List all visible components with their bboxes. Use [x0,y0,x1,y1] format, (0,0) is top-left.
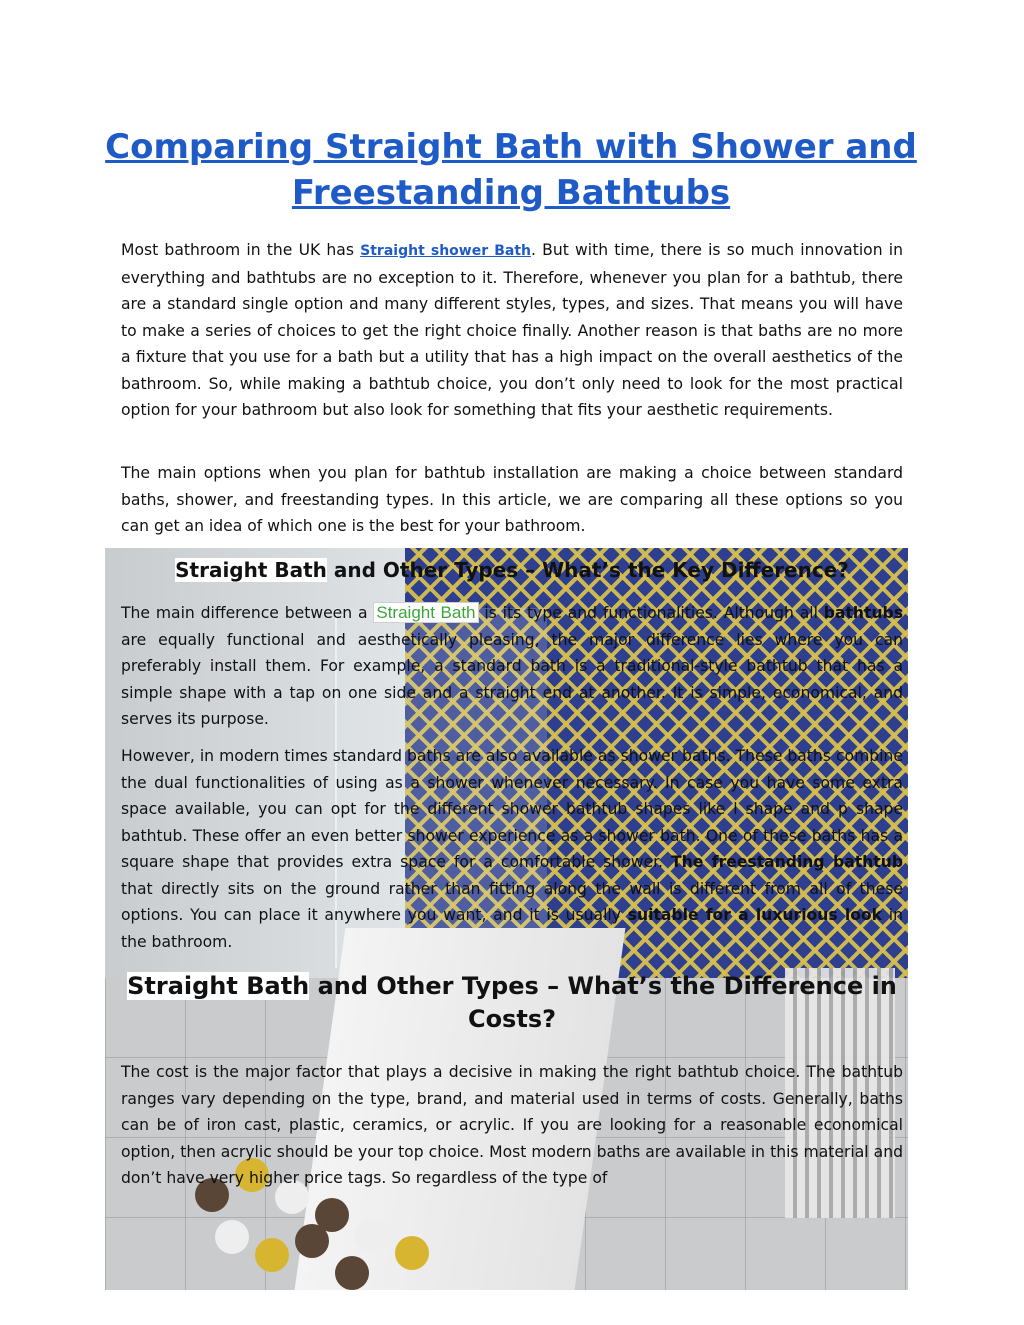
luxurious-bold: suitable for a luxurious look [627,906,883,924]
difference-paragraph-2 [121,743,903,955]
difference-paragraph-1 [121,600,903,733]
text-run: in the bathroom. [121,906,903,951]
mat-pebble [335,1256,369,1290]
section-heading-costs [121,970,903,1036]
heading-highlight: Straight Bath [127,972,310,1000]
text-run: that directly sits on the ground rather than fitting along the wall is different from all of these options. You can place it anywhere you want, and it is usually [121,879,903,924]
costs-paragraph: The cost is the major factor that plays a decisive in making the right bathtub choice. The bathtub ranges vary depending on the type, brand, and material used in terms of costs. Generally, baths can be of iron cast, plastic, ceramics, or acrylic. If you are looking for a reasonable economical option, then acrylic should be your top choice. Most modern baths are available in this material and don’t have very higher price tags. So regardless of the type of [121,1063,903,1187]
section-heading-key-difference [121,556,903,584]
mat-pebble [295,1224,329,1258]
text-run: However, in modern times standard baths are also available as shower baths. These baths combine the dual functionalities of using as a shower whenever necessary. In case you have some extra space available, you can opt for the different shower bathtub shapes like l shape and p shape bathtub. These offer an even better shower experience as a shower bath. One of these baths has a square shape that provides extra space for a comfortable shower. [121,747,903,871]
mat-pebble [215,1220,249,1254]
bathtubs-bold: bathtubs [823,604,904,622]
heading-rest: and Other Types – What’s the Key Difference? [326,558,849,582]
heading-rest: and Other Types – What’s the Difference in Costs? [309,972,897,1033]
text-run: are equally functional and aesthetically pleasing, the major difference lies where you can preferably install them. For example, a standard bath is a traditional-style bathtub that has a simple shape with a tap on one side and a straight end at another. It is simple, economical, and serves its purpose. [121,630,903,728]
text-run: is its type and functionalities. Although all [478,604,824,622]
mat-pebble [395,1236,429,1270]
intro-text-rest: . But with time, there is so much innovation in everything and bathtubs are no exception to it. Therefore, whenever you plan for a bathtub, there are a standard single option and many different styles, types, and sizes. That means you will have to make a series of choices to get the right choice finally. Another reason is that baths are no more a fixture that you use for a bath but a utility that has a high impact on the overall aesthetics of the bathroom. So, while making a bathtub choice, you don’t only need to look for the most practical option for your bathroom but also look for something that fits your aesthetic requirements. [121,241,903,419]
straight-bath-link[interactable]: Straight Bath [373,602,478,623]
heading-highlight: Straight Bath [175,558,327,582]
mat-pebble [355,1218,389,1252]
options-paragraph: The main options when you plan for bathtub installation are making a choice between standard baths, shower, and freestanding types. In this article, we are comparing all these options so you can get an idea of which one is the best for your bathroom. [121,464,903,535]
straight-shower-bath-link[interactable]: Straight shower Bath [360,243,531,259]
mat-pebble [255,1238,289,1272]
text-run: The main difference between a [121,604,374,622]
intro-paragraph [121,237,903,424]
intro-text-start: Most bathroom in the UK has [121,241,361,259]
page-title: Comparing Straight Bath with Shower and Freestanding Bathtubs [105,127,917,213]
freestanding-bold: The freestanding bathtub [671,853,903,871]
